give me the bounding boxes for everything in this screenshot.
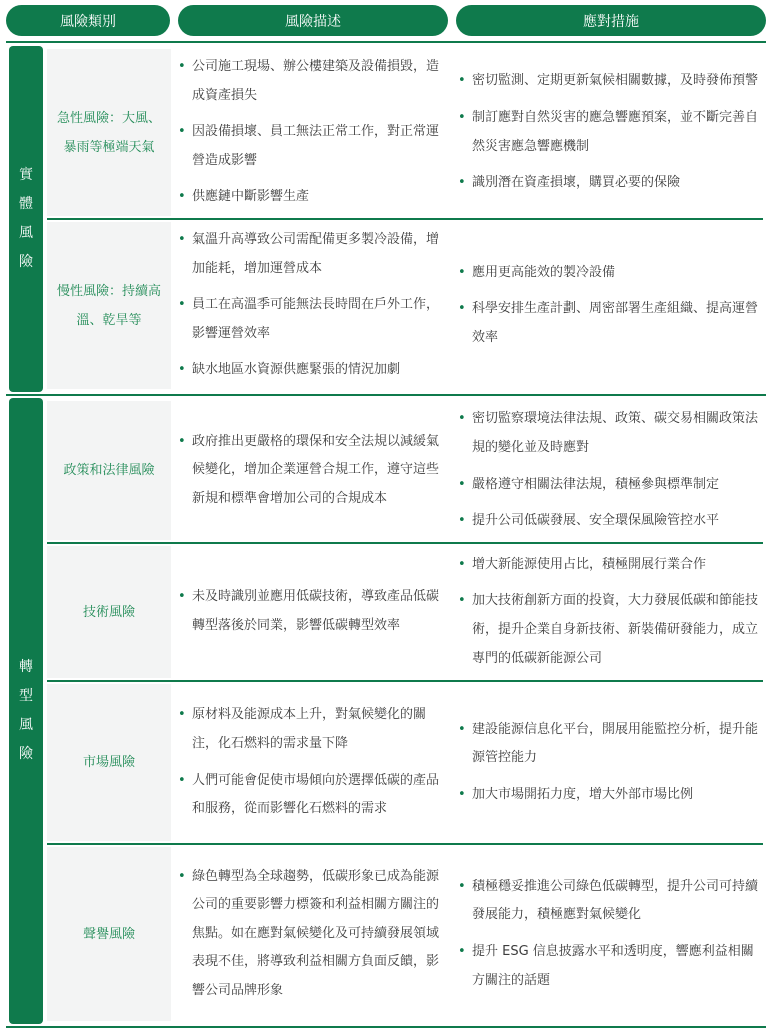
risk-description-text: 氣溫升高導致公司需配備更多製冷設備，增加能耗，增加運營成本 (192, 232, 440, 276)
response-measures-text: 提升公司低碳發展、安全環保風險管控水平 (472, 513, 720, 529)
response-measures-item (458, 104, 764, 161)
risk-description-cell (178, 844, 444, 1024)
risk-description-item (178, 428, 444, 514)
group-divider (6, 394, 766, 396)
response-measures-cell (458, 219, 764, 392)
bullet-icon: • (458, 721, 466, 737)
category-char: 風 (19, 717, 33, 733)
response-measures-cell (458, 398, 764, 543)
risk-description-item (178, 291, 444, 348)
bullet-icon: • (178, 124, 186, 140)
risk-description-text: 因設備損壞、員工無法正常工作，對正常運營造成影響 (192, 124, 440, 168)
row-divider (47, 542, 763, 544)
risk-description-cell (178, 681, 444, 844)
risk-description-cell (178, 398, 444, 543)
response-measures-text: 增大新能源使用占比，積極開展行業合作 (472, 556, 707, 572)
response-measures-item (458, 169, 764, 198)
bullet-icon: • (178, 362, 186, 378)
bullet-icon: • (458, 109, 466, 125)
response-measures-cell (458, 844, 764, 1024)
response-measures-text: 科學安排生產計劃、周密部署生產組織、提高運營效率 (472, 301, 759, 345)
response-measures-text: 密切監測、定期更新氣候相關數據，及時發佈預警 (472, 73, 759, 89)
header-description: 風險描述 (178, 5, 448, 36)
bullet-icon: • (178, 297, 186, 313)
response-measures-item (458, 67, 764, 96)
risk-description-text: 人們可能會促使市場傾向於選擇低碳的產品和服務，從而影響化石燃料的需求 (192, 772, 440, 817)
bullet-icon: • (458, 301, 466, 317)
bullet-icon: • (178, 189, 186, 205)
risk-description-item (178, 53, 444, 110)
response-measures-text: 識別潛在資產損壞，購買必要的保險 (472, 175, 681, 191)
risk-subcategory: 聲譽風險 (47, 847, 171, 1021)
risk-subcategory: 政策和法律風險 (47, 401, 171, 540)
header-measures: 應對措施 (456, 5, 766, 36)
response-measures-item (458, 781, 764, 810)
risk-description-cell (178, 219, 444, 392)
risk-description-cell (178, 46, 444, 219)
risk-subcategory: 技術風險 (47, 546, 171, 678)
response-measures-item (458, 295, 764, 352)
risk-description-item (178, 356, 444, 385)
bullet-icon: • (458, 476, 466, 492)
bullet-icon: • (458, 593, 466, 609)
response-measures-item (458, 551, 764, 580)
risk-subcategory: 急性風險：大風、暴雨等極端天氣 (47, 49, 171, 216)
bullet-icon: • (178, 433, 186, 449)
risk-description-text: 公司施工現場、辦公樓建築及設備損毀，造成資產損失 (192, 59, 440, 103)
response-measures-item (458, 471, 764, 500)
bullet-icon: • (458, 73, 466, 89)
response-measures-text: 提升 ESG 信息披露水平和透明度，響應利益相關方關注的話題 (472, 944, 754, 988)
risk-description-text: 政府推出更嚴格的環保和安全法規以減緩氣候變化，增加企業運營合規工作，遵守這些新規和標準會增加公司的合規成本 (192, 433, 440, 506)
response-measures-cell (458, 681, 764, 844)
bullet-icon: • (458, 556, 466, 572)
category-char: 體 (19, 196, 33, 212)
category-label (9, 46, 43, 392)
category-char: 轉 (19, 659, 33, 675)
row-divider (47, 680, 763, 682)
response-measures-item (458, 259, 764, 288)
risk-subcategory: 市場風險 (47, 684, 171, 841)
risk-description-text: 原材料及能源成本上升，對氣候變化的關注，化石燃料的需求量下降 (192, 707, 427, 751)
bullet-icon: • (178, 772, 186, 788)
response-measures-text: 應用更高能效的製冷設備 (472, 264, 616, 280)
row-divider (47, 843, 763, 845)
category-char: 風 (19, 225, 33, 241)
response-measures-item (458, 716, 764, 773)
bullet-icon: • (458, 944, 466, 959)
bullet-icon: • (178, 868, 186, 884)
risk-description-item (178, 701, 444, 758)
category-char: 型 (19, 688, 33, 704)
bullet-icon: • (458, 264, 466, 280)
bullet-icon: • (458, 878, 466, 894)
response-measures-text: 積極穩妥推進公司綠色低碳轉型，提升公司可持續發展能力，積極應對氣候變化 (472, 878, 759, 923)
risk-description-text: 缺水地區水資源供應緊張的情況加劇 (192, 362, 401, 378)
response-measures-text: 建設能源信息化平台，開展用能監控分析，提升能源管控能力 (472, 721, 759, 766)
bullet-icon: • (458, 786, 466, 802)
risk-subcategory: 慢性風險：持續高溫、乾旱等 (47, 222, 171, 389)
response-measures-cell (458, 543, 764, 681)
bullet-icon: • (178, 589, 186, 605)
response-measures-item (458, 405, 764, 462)
table-top-rule (6, 41, 766, 43)
response-measures-text: 制訂應對自然災害的應急響應預案，並不斷完善自然災害應急響應機制 (472, 109, 759, 154)
category-char: 險 (19, 254, 33, 270)
response-measures-text: 密切監察環境法律法規、政策、碳交易相關政策法規的變化並及時應對 (472, 411, 759, 455)
risk-description-text: 員工在高溫季可能無法長時間在戶外工作，影響運營效率 (192, 297, 440, 341)
risk-description-item (178, 767, 444, 824)
table-bottom-rule (6, 1026, 766, 1028)
risk-description-text: 綠色轉型為全球趨勢，低碳形象已成為能源公司的重要影響力標簽和利益相關方關注的焦點。如在應對氣候變化及可持續發展領域表現不佳，將導致利益相關方負面反饋，影響公司品牌形象 (192, 868, 440, 998)
risk-description-text: 供應鏈中斷影響生產 (192, 189, 310, 205)
header-category: 風險類別 (6, 5, 170, 36)
response-measures-item (458, 873, 764, 930)
risk-description-item (178, 863, 444, 1006)
bullet-icon: • (178, 59, 186, 75)
row-divider (47, 218, 763, 220)
response-measures-item (458, 587, 764, 673)
bullet-icon: • (178, 232, 186, 248)
response-measures-item (458, 507, 764, 536)
bullet-icon: • (178, 707, 186, 723)
response-measures-cell (458, 46, 764, 219)
bullet-icon: • (458, 175, 466, 191)
risk-description-item (178, 183, 444, 212)
response-measures-text: 嚴格遵守相關法律法規，積極參與標準制定 (472, 476, 720, 492)
category-char: 險 (19, 746, 33, 762)
bullet-icon: • (458, 513, 466, 529)
risk-description-text: 未及時識別並應用低碳技術，導致產品低碳轉型落後於同業，影響低碳轉型效率 (192, 589, 440, 633)
response-measures-text: 加大技術創新方面的投資，大力發展低碳和節能技術，提升企業自身新技術、新裝備研發能力，成立專門的低碳新能源公司 (472, 593, 759, 666)
response-measures-text: 加大市場開拓力度，增大外部市場比例 (472, 786, 694, 802)
category-label (9, 398, 43, 1024)
risk-description-item (178, 118, 444, 175)
risk-description-item (178, 226, 444, 283)
risk-description-item (178, 583, 444, 640)
response-measures-item (458, 938, 764, 995)
bullet-icon: • (458, 411, 466, 427)
category-char: 實 (19, 167, 33, 183)
risk-description-cell (178, 543, 444, 681)
